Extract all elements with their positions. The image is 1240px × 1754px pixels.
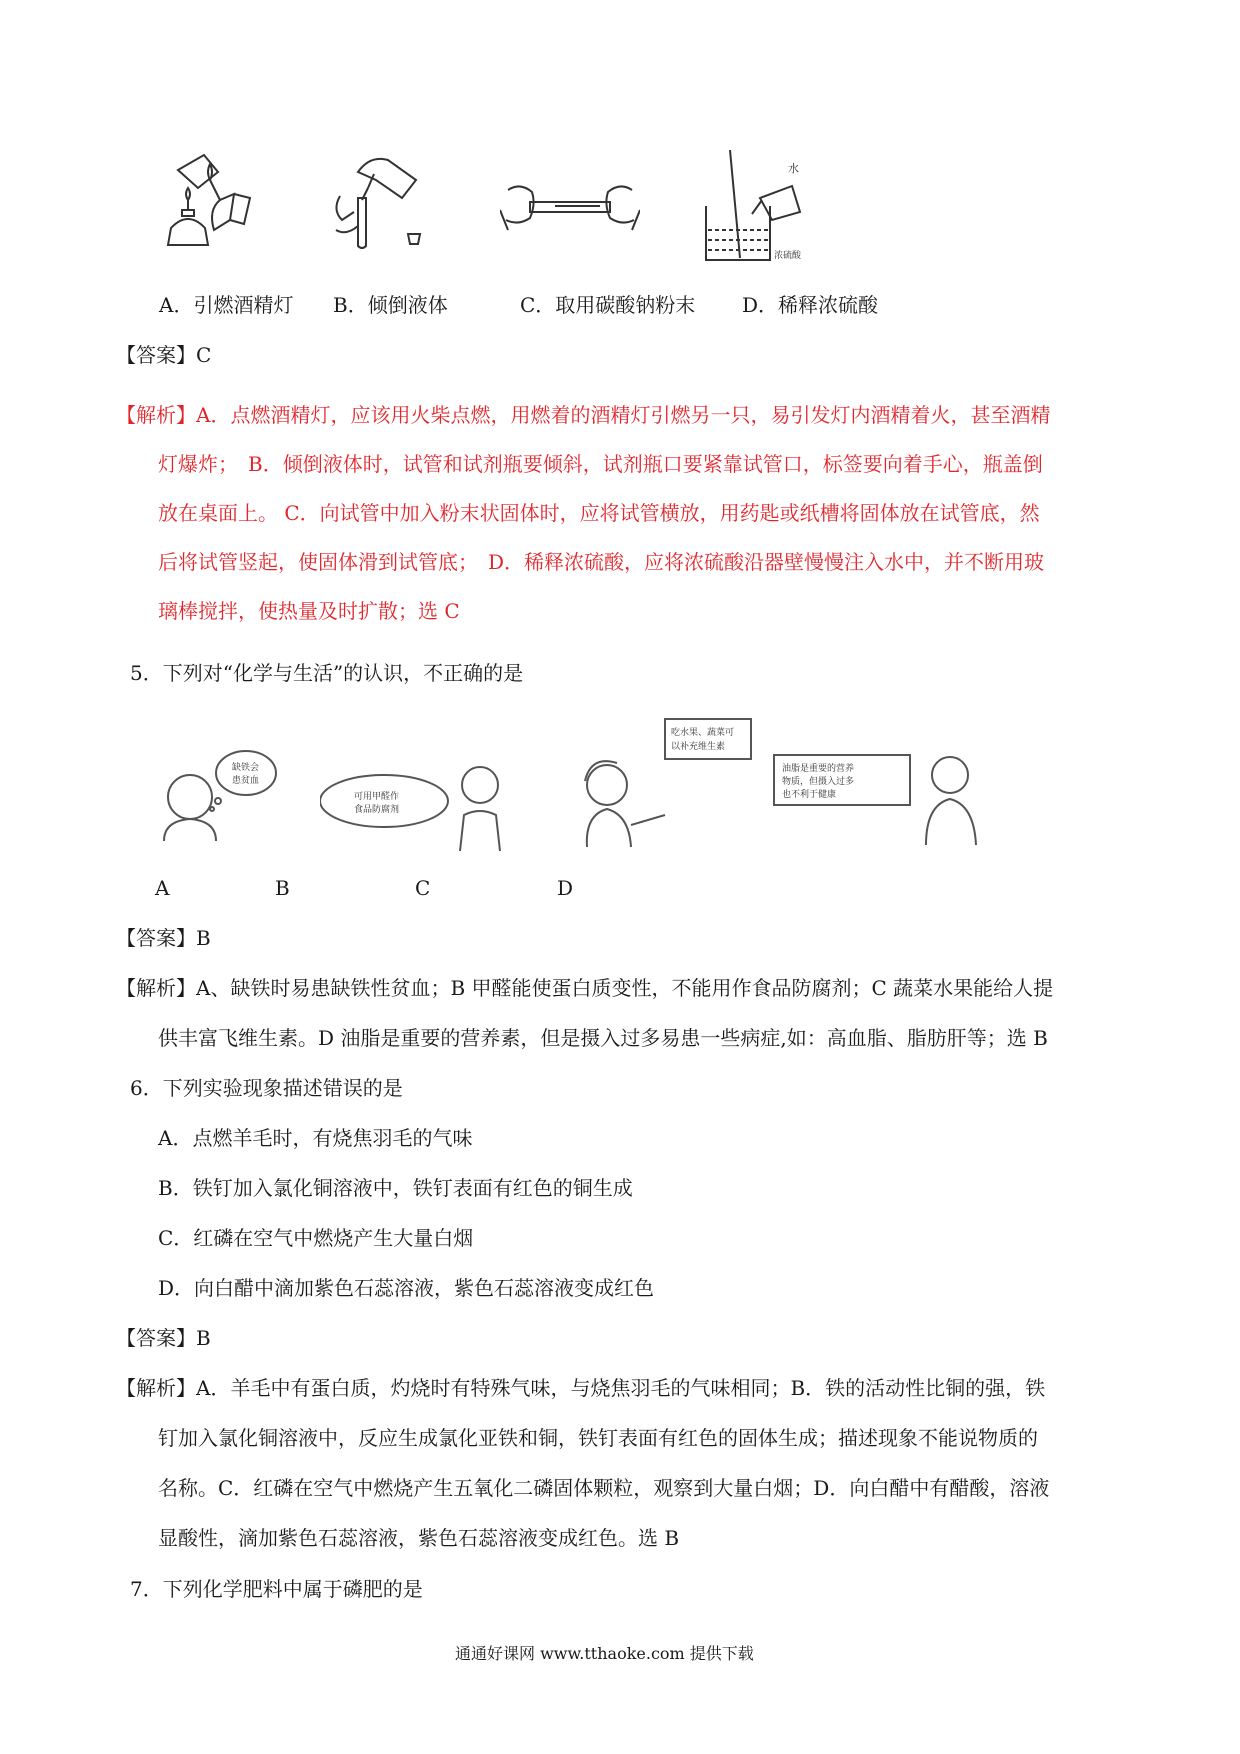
q5-label-d: D (557, 876, 574, 900)
q7-stem: 7．下列化学肥料中属于磷肥的是 (130, 1577, 423, 1601)
q6-analysis-line: 显酸性，滴加紫色石蕊溶液，紫色石蕊溶液变成红色。选 B (158, 1526, 680, 1550)
q4-analysis-line: 璃棒搅拌，使热量及时扩散；选 C (158, 599, 460, 623)
q6-option-d: D．向白醋中滴加紫色石蕊溶液，紫色石蕊溶液变成红色 (158, 1276, 655, 1300)
q6-analysis-line: 名称。C．红磷在空气中燃烧产生五氧化二磷固体颗粒，观察到大量白烟；D．向白醋中有醋酸，溶液 (158, 1476, 1050, 1500)
q4-answer: 【答案】C (116, 343, 212, 367)
page-footer: 通通好课网 www.tthaoke.com 提供下载 (455, 1644, 754, 1663)
bubble-c-line: 吃水果、蔬菜可 (671, 728, 735, 738)
q6-stem: 6．下列实验现象描述错误的是 (130, 1076, 403, 1100)
q4-option-d: D．稀释浓硫酸 (742, 293, 879, 317)
water-label: 水 (788, 162, 799, 175)
q4-analysis-line: 灯爆炸； B．倾倒液体时，试管和试剂瓶要倾斜，试剂瓶口要紧靠试管口，标签要向着手心，瓶盖倒 (158, 452, 1043, 476)
q6-option-c: C．红磷在空气中燃烧产生大量白烟 (158, 1226, 474, 1250)
q4-option-c: C．取用碳酸钠粉末 (520, 293, 696, 317)
q6-answer: 【答案】B (116, 1326, 211, 1350)
q5-label-b: B (275, 876, 290, 900)
q5-analysis-line: 供丰富飞维生素。D 油脂是重要的营养素，但是摄入过多易患一些病症,如：高血脂、脂肪肝等；选 B (158, 1026, 1048, 1050)
q5-figure-d (770, 745, 980, 850)
bubble-c-line: 以补充维生素 (671, 742, 726, 752)
q6-analysis-line: 【解析】A．羊毛中有蛋白质，灼烧时有特殊气味，与烧焦羽毛的气味相同；B．铁的活动性比铜的强，铁 (116, 1376, 1046, 1400)
q4-option-b: B．倾倒液体 (333, 293, 448, 317)
q5-answer: 【答案】B (116, 926, 211, 950)
q6-analysis-line: 钉加入氯化铜溶液中，反应生成氯化亚铁和铜，铁钉表面有红色的固体生成；描述现象不能说物质的 (158, 1426, 1038, 1450)
pouring-liquid-icon (330, 150, 440, 250)
q4-option-a: A．引燃酒精灯 (159, 293, 294, 317)
bubble-d-line: 物质，但摄入过多 (782, 777, 855, 787)
q5-label-c: C (415, 876, 431, 900)
q4-analysis-line: 【解析】A．点燃酒精灯，应该用火柴点燃，用燃着的酒精灯引燃另一只，易引发灯内酒精着火，甚至酒精 (116, 403, 1051, 427)
q5-figure-a (150, 745, 280, 845)
q5-stem: 5．下列对“化学与生活”的认识，不正确的是 (130, 661, 524, 685)
q4-analysis-line: 放在桌面上。 C．向试管中加入粉末状固体时，应将试管横放，用药匙或纸槽将固体放在试管底，然 (158, 501, 1040, 525)
bubble-d-line: 油脂是重要的营养 (782, 764, 855, 774)
alcohol-lamp-lighting-icon (150, 150, 260, 250)
bubble-a-line: 缺铁会 (232, 763, 260, 773)
beaker-dilution-icon (700, 150, 830, 270)
acid-label: 浓硫酸 (774, 251, 802, 261)
q5-label-a: A (155, 876, 170, 900)
q4-analysis-line: 后将试管竖起，使固体滑到试管底； D．稀释浓硫酸，应将浓硫酸沿器壁慢慢注入水中，并不断用玻 (158, 550, 1045, 574)
q5-analysis-line: 【解析】A、缺铁时易患缺铁性贫血；B 甲醛能使蛋白质变性，不能用作食品防腐剂；C 蔬菜水果能给人提 (116, 976, 1054, 1000)
powder-tube-icon (500, 170, 640, 250)
bubble-b-line: 可用甲醛作 (354, 792, 400, 802)
q6-option-a: A．点燃羊毛时，有烧焦羽毛的气味 (158, 1126, 473, 1150)
q5-figure-c (565, 715, 755, 850)
q6-option-b: B．铁钉加入氯化铜溶液中，铁钉表面有红色的铜生成 (158, 1176, 633, 1200)
bubble-a-line: 患贫血 (232, 776, 260, 786)
bubble-d-line: 也不利于健康 (782, 790, 837, 800)
bubble-b-line: 食品防腐剂 (354, 805, 400, 815)
q5-figure-b (320, 755, 510, 855)
